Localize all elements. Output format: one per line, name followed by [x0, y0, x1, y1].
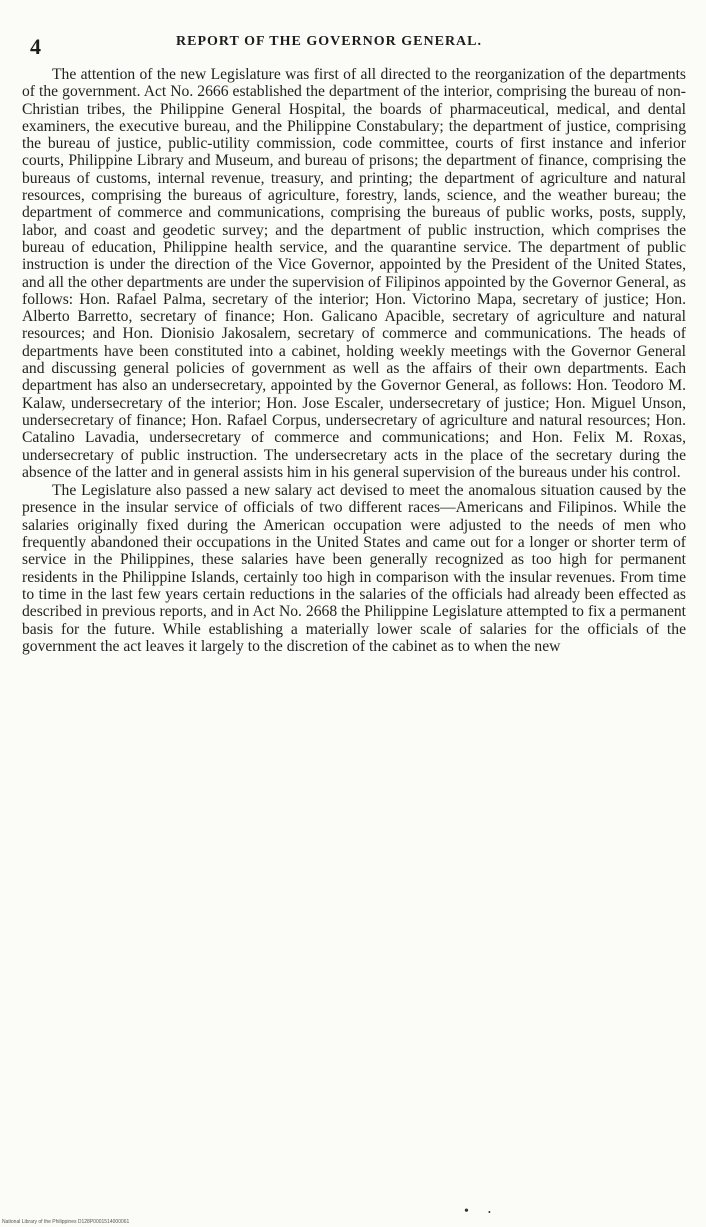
- body-text: [22, 66, 686, 655]
- paragraph-salary-act: The Legislature also passed a new salary act devised to meet the anomalous situation caused by the presence in the insular service of officials of two different races—Americans and Filipinos. While the salaries originally fixed during the American occupation were adjusted to the needs of men who frequently abandoned their occupations in the United States and came out for a longer or shorter term of service in the Philippines, these salaries have been generally recognized as too high for permanent residents in the Philippine Islands, certainly too high in comparison with the insular revenues. From time to time in the last few years certain reductions in the salaries of the officials had already been effected as described in previous reports, and in Act No. 2668 the Philippine Legislature attempted to fix a permanent basis for the future. While establishing a materially lower scale of salaries for the officials of the government the act leaves it largely to the discretion of the cabinet as to when the new: [22, 482, 686, 655]
- paragraph-departments: The attention of the new Legislature was first of all directed to the reorganization of the departments of the government. Act No. 2666 established the department of the interior, comprising the bureau of non-Christian tribes, the Philippine General Hospital, the boards of pharmaceutical, medical, and dental examiners, the executive bureau, and the Philippine Constabulary; the department of justice, comprising the bureau of justice, public-utility commission, code committee, courts of first instance and inferior courts, Philippine Library and Museum, and bureau of prisons; the department of finance, comprising the bureaus of customs, internal revenue, treasury, and printing; the department of agriculture and natural resources, comprising the bureaus of agriculture, forestry, lands, science, and the weather bureau; the department of commerce and communications, comprising the bureaus of public works, posts, supply, labor, and coast and geodetic survey; and the department of public instruction, which comprises the bureau of education, Philippine health service, and the quarantine service. The department of public instruction is under the direction of the Vice Governor, appointed by the President of the United States, and all the other departments are under the supervision of Filipinos appointed by the Governor General, as follows: Hon. Rafael Palma, secretary of the interior; Hon. Victorino Mapa, secretary of justice; Hon. Alberto Barretto, secretary of finance; Hon. Galicano Apacible, secretary of agriculture and natural resources; and Hon. Dionisio Jakosalem, secretary of commerce and communications. The heads of departments have been constituted into a cabinet, holding weekly meetings with the Governor General and discussing general policies of government as well as the affairs of their own departments. Each department has also an undersecretary, appointed by the Governor General, as follows: Hon. Teodoro M. Kalaw, undersecretary of the interior; Hon. Jose Escaler, undersecretary of justice; Hon. Miguel Unson, undersecretary of finance; Hon. Rafael Corpus, undersecretary of agriculture and natural resources; Hon. Catalino Lavadia, undersecretary of commerce and communications; and Hon. Felix M. Roxas, undersecretary of public instruction. The undersecretary acts in the place of the secretary during the absence of the latter and in general assists him in his general supervision of the bureaus under his control.: [22, 66, 686, 481]
- page-number: 4: [30, 34, 41, 59]
- archive-stamp: National Library of the Philippines D128P0001514000061: [2, 1219, 130, 1225]
- scan-speck: •: [464, 1204, 469, 1219]
- scan-speck: •: [488, 1208, 491, 1217]
- running-head: REPORT OF THE GOVERNOR GENERAL.: [176, 34, 483, 49]
